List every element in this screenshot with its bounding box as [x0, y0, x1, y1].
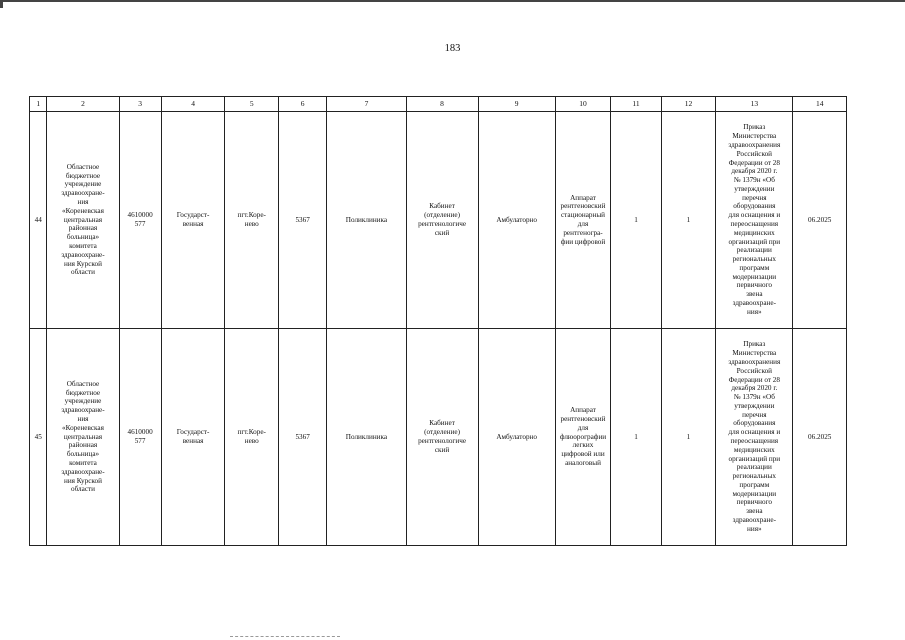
header-cell: 9	[478, 97, 555, 112]
column-6-cell: 5367	[278, 329, 326, 546]
header-cell: 10	[555, 97, 611, 112]
table-header-row	[30, 97, 847, 112]
page-top-border	[0, 0, 905, 2]
locality-cell: пгт.Коре- нево	[225, 329, 279, 546]
page-corner-mark	[0, 0, 3, 8]
quantity-cell: 1	[611, 329, 661, 546]
locality-cell: пгт.Коре- нево	[225, 112, 279, 329]
care-conditions-cell: Амбулаторно	[478, 329, 555, 546]
table-row	[30, 329, 847, 546]
equipment-cell: Аппарат рентгеновский стационарный для рентгеногра- фии цифровой	[555, 112, 611, 329]
code-cell: 4610000 577	[119, 329, 161, 546]
header-cell: 13	[716, 97, 793, 112]
page-number: 183	[444, 43, 461, 54]
date-cell: 06.2025	[793, 112, 847, 329]
column-6-cell: 5367	[278, 112, 326, 329]
header-cell: 5	[225, 97, 279, 112]
unit-type-cell: Поликлиника	[327, 112, 406, 329]
equipment-table	[29, 96, 847, 546]
organization-cell: Областное бюджетное учреждение здравоохране- ния «Кореневская центральная районная больница» комитета здравоохране- ния Курской области	[47, 329, 119, 546]
header-cell: 14	[793, 97, 847, 112]
unit-type-cell: Поликлиника	[327, 329, 406, 546]
header-cell: 4	[161, 97, 225, 112]
header-cell: 11	[611, 97, 661, 112]
department-cell: Кабинет (отделение) рентгенологиче ский	[406, 112, 478, 329]
header-cell: 8	[406, 97, 478, 112]
date-cell: 06.2025	[793, 329, 847, 546]
header-cell: 2	[47, 97, 119, 112]
header-cell: 6	[278, 97, 326, 112]
equipment-cell: Аппарат рентгеновский для флюорографии легких цифровой или аналоговый	[555, 329, 611, 546]
ownership-form-cell: Государст- венная	[161, 329, 225, 546]
care-conditions-cell: Амбулаторно	[478, 112, 555, 329]
header-cell: 1	[30, 97, 47, 112]
quantity-cell: 1	[611, 112, 661, 329]
header-cell: 12	[661, 97, 716, 112]
ownership-form-cell: Государст- венная	[161, 112, 225, 329]
department-cell: Кабинет (отделение) рентгенологиче ский	[406, 329, 478, 546]
table-row	[30, 112, 847, 329]
organization-cell: Областное бюджетное учреждение здравоохране- ния «Кореневская центральная районная больница» комитета здравоохране- ния Курской области	[47, 112, 119, 329]
regulation-cell: Приказ Министерства здравоохранения Российской Федерации от 28 декабря 2020 г. № 1379н «Об утверждении перечня оборудования для оснащения и переоснащения медицинских организаций при реализации региональных программ модернизации первичного звена здравоохране- ния»	[716, 112, 793, 329]
scan-artifact-line	[230, 636, 340, 638]
code-cell: 4610000 577	[119, 112, 161, 329]
row-number-cell: 45	[30, 329, 47, 546]
quantity-cell: 1	[661, 329, 716, 546]
header-cell: 3	[119, 97, 161, 112]
header-cell: 7	[327, 97, 406, 112]
quantity-cell: 1	[661, 112, 716, 329]
regulation-cell: Приказ Министерства здравоохранения Российской Федерации от 28 декабря 2020 г. № 1379н «Об утверждении перечня оборудования для оснащения и переоснащения медицинских организаций при реализации региональных программ модернизации первичного звена здравоохране- ния»	[716, 329, 793, 546]
row-number-cell: 44	[30, 112, 47, 329]
